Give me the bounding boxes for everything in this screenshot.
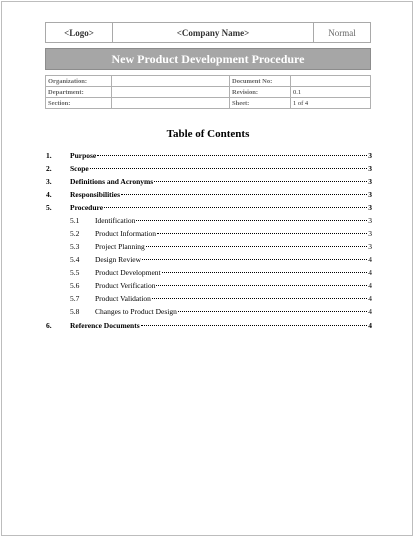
toc-page: 3 bbox=[368, 190, 372, 199]
toc-leader bbox=[162, 272, 368, 273]
info-value: 1 of 4 bbox=[291, 98, 371, 109]
header-table bbox=[45, 22, 371, 43]
toc-page: 3 bbox=[368, 203, 372, 212]
toc-page: 3 bbox=[368, 229, 372, 238]
toc-leader bbox=[154, 181, 367, 182]
toc-leader bbox=[152, 298, 367, 299]
info-value bbox=[112, 76, 230, 87]
company-name: <Company Name> bbox=[113, 23, 314, 43]
toc-text: Project Planning bbox=[95, 242, 145, 251]
toc-leader bbox=[141, 325, 368, 326]
toc-number: 2. bbox=[46, 164, 52, 173]
toc-number: 1. bbox=[46, 151, 52, 160]
toc-number: 5.5 bbox=[70, 268, 80, 277]
classification: Normal bbox=[314, 23, 371, 43]
toc-entry[interactable] bbox=[70, 242, 372, 252]
toc-text: Reference Documents bbox=[70, 321, 140, 330]
toc-number: 5.2 bbox=[70, 229, 80, 238]
toc-text: Product Development bbox=[95, 268, 161, 277]
toc-number: 5.7 bbox=[70, 294, 80, 303]
toc-entry[interactable] bbox=[46, 321, 372, 331]
toc-leader bbox=[104, 207, 367, 208]
info-row bbox=[46, 87, 371, 98]
info-value bbox=[112, 98, 230, 109]
toc-page: 3 bbox=[368, 164, 372, 173]
toc-leader bbox=[121, 194, 367, 195]
toc-page: 4 bbox=[368, 294, 372, 303]
toc-number: 3. bbox=[46, 177, 52, 186]
toc-page: 4 bbox=[368, 268, 372, 277]
info-label: Document No: bbox=[230, 76, 291, 87]
toc-number: 4. bbox=[46, 190, 52, 199]
toc-leader bbox=[142, 259, 367, 260]
toc-text: Definitions and Acronyms bbox=[70, 177, 154, 186]
info-row bbox=[46, 76, 371, 87]
toc-entry[interactable] bbox=[70, 294, 372, 304]
toc-number: 5.6 bbox=[70, 281, 80, 290]
toc-page: 3 bbox=[368, 177, 372, 186]
toc-entry[interactable] bbox=[46, 164, 372, 174]
toc-entry[interactable] bbox=[46, 190, 372, 200]
toc-text: Responsibilities bbox=[70, 190, 121, 199]
toc-entry[interactable] bbox=[70, 268, 372, 278]
toc-text: Product Verification bbox=[95, 281, 156, 290]
toc-text: Purpose bbox=[70, 151, 97, 160]
toc-title: Table of Contents bbox=[166, 128, 250, 140]
toc-leader bbox=[136, 220, 367, 221]
info-label: Revision: bbox=[230, 87, 291, 98]
toc-number: 5.1 bbox=[70, 216, 80, 225]
toc-number: 5.8 bbox=[70, 307, 80, 316]
toc-entry[interactable] bbox=[46, 177, 372, 187]
toc-page: 4 bbox=[368, 307, 372, 316]
toc-text: Design Review bbox=[95, 255, 142, 264]
toc-leader bbox=[90, 168, 368, 169]
toc-entry[interactable] bbox=[70, 255, 372, 265]
toc-page: 4 bbox=[368, 281, 372, 290]
toc-entry[interactable] bbox=[70, 229, 372, 239]
toc-page: 3 bbox=[368, 242, 372, 251]
toc-page: 3 bbox=[368, 216, 372, 225]
toc-text: Product Validation bbox=[95, 294, 151, 303]
toc-number: 6. bbox=[46, 321, 52, 330]
info-value: 0.1 bbox=[291, 87, 371, 98]
toc-leader bbox=[97, 155, 367, 156]
toc-number: 5.4 bbox=[70, 255, 80, 264]
info-label: Section: bbox=[46, 98, 112, 109]
info-row bbox=[46, 98, 371, 109]
toc-number: 5.3 bbox=[70, 242, 80, 251]
info-table bbox=[45, 75, 371, 109]
info-label: Sheet: bbox=[230, 98, 291, 109]
toc-page: 3 bbox=[368, 151, 372, 160]
toc-entry[interactable] bbox=[70, 307, 372, 317]
toc-entry[interactable] bbox=[70, 216, 372, 226]
document-title: New Product Development Procedure bbox=[45, 48, 371, 70]
info-label: Department: bbox=[46, 87, 112, 98]
toc-leader bbox=[178, 311, 367, 312]
toc-text: Procedure bbox=[70, 203, 104, 212]
toc-text: Identification bbox=[95, 216, 136, 225]
toc-text: Scope bbox=[70, 164, 89, 173]
toc-page: 4 bbox=[368, 255, 372, 264]
logo-placeholder: <Logo> bbox=[46, 23, 113, 43]
toc-entry[interactable] bbox=[46, 203, 372, 213]
toc-leader bbox=[156, 285, 367, 286]
toc-text: Product Information bbox=[95, 229, 157, 238]
info-label: Organization: bbox=[46, 76, 112, 87]
toc-page: 4 bbox=[368, 321, 372, 330]
info-value bbox=[291, 76, 371, 87]
toc-leader bbox=[146, 246, 367, 247]
info-value bbox=[112, 87, 230, 98]
toc-entry[interactable] bbox=[46, 151, 372, 161]
toc-entry[interactable] bbox=[70, 281, 372, 291]
toc-number: 5. bbox=[46, 203, 52, 212]
toc-leader bbox=[157, 233, 367, 234]
toc-text: Changes to Product Design bbox=[95, 307, 177, 316]
